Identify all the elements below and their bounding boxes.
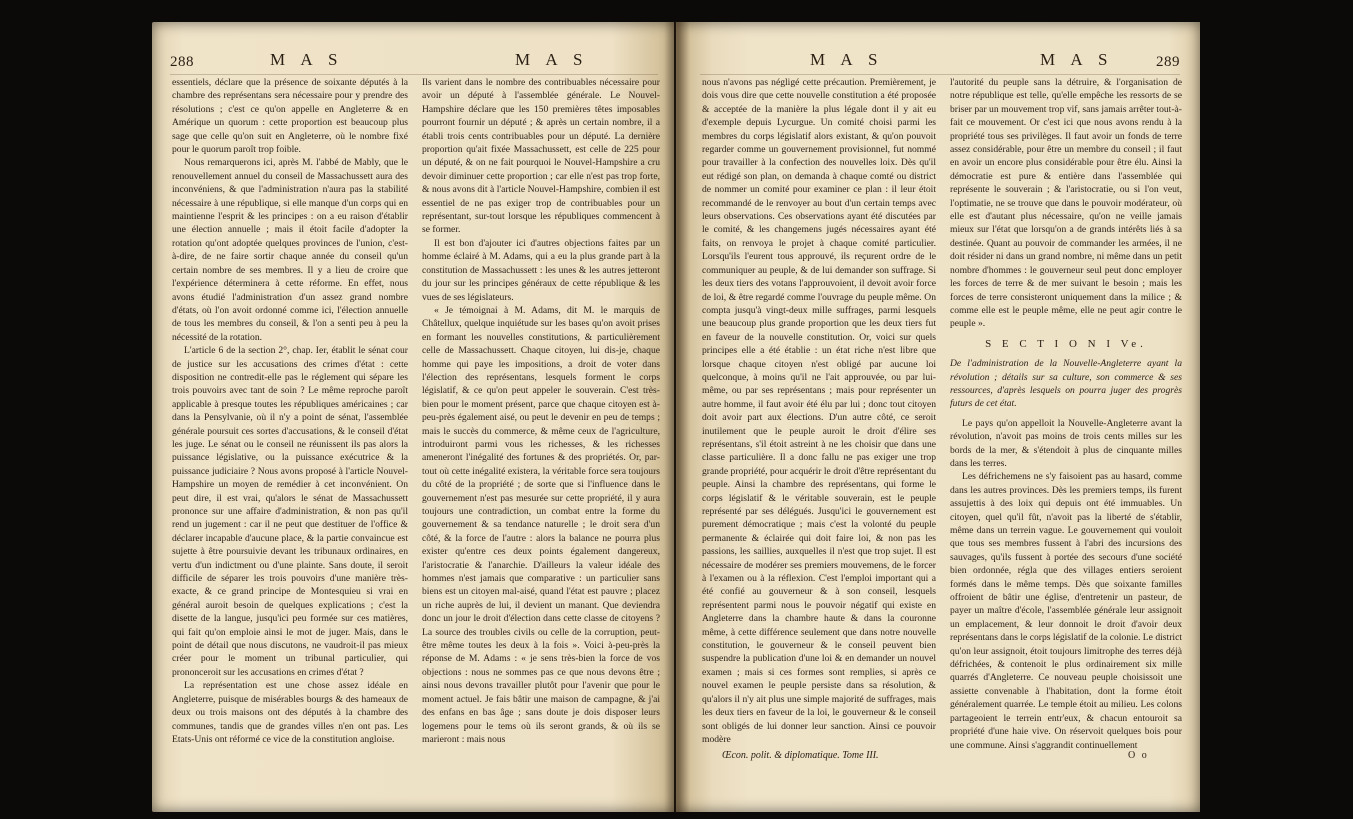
paragraph: Ils varient dans le nombre des contribuables nécessaire pour avoir un député à l'assemblée générale. Le Nouvel-Hampshire déclare que les 150 premières têtes imposables pourront fournir un député ; & après un certain nombre, il a établi trois cents contribuables pour un député. La dernière proportion qu'ait fixée Massachussett, est celle de 225 pour un député, & on ne fait pourquoi le Nouvel-Hampshire a cru devoir diminuer cette proportion ; car elle n'est pas trop forte, & nous avons dit à l'article Nouvel-Hampshire, combien il est essentiel de ne pas exiger trop de contribuables pour un représentant, sur-tout lorsque les républiques commencent à se former. xyxy=(422,77,660,236)
book-gutter xyxy=(664,22,690,812)
right-column-2 xyxy=(950,76,1182,751)
left-column-1 xyxy=(172,76,408,766)
right-running-head-2: M A S xyxy=(1040,50,1114,69)
paragraph: La représentation est une chose assez idéale en Angleterre, puisque de misérables bourgs & des hameaux de deux ou trois maisons ont des députés à la chambre des communes, tandis que de grandes villes n'en ont pas. Les Etats-Unis ont réformé ce vice de la constitution angloise. xyxy=(172,680,408,745)
left-header-rule xyxy=(170,74,658,75)
right-header-rule xyxy=(700,74,1180,75)
footer-title: Œcon. polit. & diplomatique. Tome III. xyxy=(722,750,879,761)
paragraph: Nous remarquerons ici, après M. l'abbé de Mably, que le renouvellement annuel du conseil de Massachussett aura des inconvéniens, & que l'administration n'aura pas la stabilité nécessaire à une république, si elle manque d'un corps qui en maintienne l'esprit & les principes : on a eu raison d'établir une élection annuelle ; mais il étoit facile d'adopter la rotation qu'ont adoptée quelques provinces de l'union, c'est-à-dire, de ne faire sortir chaque année du conseil qu'un certain nombre de ses membres. Il y a lieu de croire que l'expérience déterminera à cette réforme. En effet, nous avons étudié l'administration d'un assez grand nombre d'états, où l'on avoit ordonné comme ici, l'élection annuelle de tous les membres du conseil, & l'on a senti peu à peu la nécessité de la rotation. xyxy=(172,157,408,343)
left-page-number: 288 xyxy=(170,54,194,70)
section-description: De l'administration de la Nouvelle-Angleterre ayant la révolution ; détails sur sa culture, son commerce & ses ressources, d'après lesquels on pourra juger des progrès futurs de cet état. xyxy=(950,358,1182,410)
paragraph: « Je témoignai à M. Adams, dit M. le marquis de Châtellux, quelque inquiétude sur les bases qu'on avoit prises en formant les nouvelles constitutions, & particulièrement celle de Massachussett. Chaque citoyen, lui dis-je, chaque homme qui paye les impositions, a droit de voter dans l'élection des représentans, lesquels forment le corps législatif, & ce qu'on peut appeler le souverain. C'est très-bien pour le moment présent, parce que chaque citoyen est à-peu-près également aisé, ou peut le devenir en peu de temps ; mais le succès du commerce, & même ceux de l'agriculture, introduiront parmi vous les richesses, & les richesses ameneront l'inégalité des fortunes & des propriétés. Or, par-tout où cette inégalité existera, la véritable force sera toujours du côté de la propriété ; de sorte que si l'influence dans le gouvernement n'est pas mesurée sur cette propriété, il y aura toujours une contradiction, un combat entre la forme du gouvernement & sa tendance naturelle ; le droit sera d'un côté, & la force de l'autre : alors la balance ne pourra plus exister qu'entre ces deux points également dangereux, l'aristocratie & l'anarchie. D'ailleurs la valeur idéale des hommes n'est jamais que comparative : un particulier sans biens est un citoyen mal-aisé, quand l'état est pauvre ; placez un riche auprès de lui, il devient un manant. Que deviendra donc un jour le droit d'élection dans cette classe de citoyens ? La source des troubles civils ou celle de la corruption, peut-être même toutes les deux à la fois ». Voici à-peu-près la réponse de M. Adams : « je sens très-bien la force de vos objections : nous ne sommes pas ce que nous devons être ; ainsi nous devons travailler plutôt pour l'avenir que pour le moment actuel. Je fais bâtir une maison de campagne, & j'ai des enfans en bas âge ; sans doute je dois disposer leurs logemens pour le tems où ils seront grands, & où ils se marieront : mais nous xyxy=(422,304,660,745)
paragraph: essentiels, déclare que la présence de soixante députés à la chambre des représentans sera nécessaire pour y prendre des résolutions ; c'est ce qu'on appelle en Angleterre & en Amérique un quorum : cette proportion est beaucoup plus sage que celle qu'on suit en Angleterre, où le nombre fixé pour le quorum paroît trop foible. xyxy=(172,77,408,156)
signature-mark: O o xyxy=(1128,750,1149,761)
left-running-head-1: M A S xyxy=(270,50,344,69)
left-column-2 xyxy=(422,76,660,776)
paragraph: L'article 6 de la section 2°, chap. Ier, établit le sénat cour de justice sur les accusations des crimes d'état : cette disposition ne contredit-elle pas le réglement qui sépare les trois pouvoirs avec tant de soin ? Le même reproche paroît applicable à presque toutes les républiques américaines ; car dans la Pensylvanie, où il n'y a point de sénat, l'assemblée générale poursuit ces sortes d'accusations, & le conseil d'état les juge. Le sénat ou le conseil ne réunissent ils pas alors la puissance législative, ou la puissance exécutrice & la puissance judiciaire ? Nous avons proposé à l'article Nouvel-Hampshire un moyen de remédier à cet inconvénient. On peut dire, il est vrai, qu'alors le sénat de Massachussett prononce sur une affaire d'administration, & non pas qu'il rend un jugement : car il ne peut que destituer de l'office & déclarer incapable d'aucune place, & la partie convaincue est sujette à être poursuivie devant les tribunaux ordinaires, en vertu d'un indictment ou d'une plainte. Sans doute, il seroit difficile de séparer les trois pouvoirs d'une manière très-exacte, & ce grand principe de Montesquieu si vrai en général auroit besoin de quelques explications ; c'est la disette de la langue, jusqu'ici peu formée sur ces matières, qui fait qu'on emploie ainsi le mot de juger. Mais, dans le point de détail que nous discutons, ne vaudroit-il pas mieux créer pour le moment un tribunal particulier, qui prononceroit sur les accusations en crimes d'état ? xyxy=(172,345,408,678)
left-running-head-2: M A S xyxy=(515,50,589,69)
left-page-header xyxy=(170,46,660,76)
paragraph: Il est bon d'ajouter ici d'autres objections faites par un homme éclairé à M. Adams, qui a eu la plus grande part à la constitution de Massachussett : les unes & les autres jetteront du jour sur les principes généraux de cette république & les vues de ses législateurs. xyxy=(422,237,660,303)
right-page-header xyxy=(700,46,1180,76)
paragraph: l'autorité du peuple sans la détruire, & l'organisation de notre république est telle, qu'elle empêche les ressorts de se briser par un mouvement trop vif, sans jamais arrêter tout-à-fait ce mouvement. Or c'est ici que nous avons rendu à la propriété tous ses privilèges. Il faut avoir un fonds de terre assez considérable, pour être un membre du conseil ; il faut en avoir un encore plus considérable pour être élu. Ainsi la démocratie est pure & entière dans l'assemblée qui représente le souverain ; & l'aristocratie, ou si l'on veut, l'optimatie, ne se trouve que dans le pouvoir modérateur, où elle est d'autant plus nécessaire, qu'on ne veille jamais mieux sur l'état que lorsqu'on a de grands intérêts liés à sa destinée. Quant au pouvoir de commander les armées, il ne doit résider ni dans un grand nombre, ni même dans un petit nombre d'hommes : le gouverneur seul peut donc employer les forces de terre & de mer suivant le besoin ; mais les forces de terre consisteront uniquement dans la milice ; & comme elle est le peuple même, elle ne peut agir contre le peuple ». xyxy=(950,77,1182,330)
right-page-number: 289 xyxy=(1156,54,1180,70)
section-title: S E C T I O N I Ve. xyxy=(985,337,1147,350)
paragraph: nous n'avons pas négligé cette précaution. Premièrement, je dois vous dire que cette nouvelle constitution a été proposée & acceptée de la manière la plus légale dont il y ait eu d'exemple depuis Lycurgue. Un comité choisi parmi les membres du corps législatif alors existant, & qu'on pouvoit regarder comme un gouvernement provisionnel, fut nommé pour travailler à la confection des nouvelles loix. Dès qu'il eut rédigé son plan, on demanda à chaque comté ou district de nommer un comité pour examiner ce plan : il leur étoit recommandé de le renvoyer au bout d'un certain temps avec leurs observations. Ces observations ayant été discutées par le comité, & les changemens jugés nécessaires ayant été faits, on renvoya le projet à chaque comité particulier. Lorsqu'ils l'eurent tous approuvé, ils reçurent ordre de le communiquer au peuple, & de lui demander son suffrage. Si les deux tiers des votans l'approuvoient, il devoit avoir force de loi, & être regardé comme l'ouvrage du peuple même. On compta jusqu'à vingt-deux mille suffrages, parmi lesquels une beaucoup plus grande proportion que les deux tiers fut en faveur de la nouvelle constitution. Or, voici sur quels principes elle a été établie : un état riche n'est libre que lorsque chaque citoyen n'est obligé par aucune loi quelconque, à moins qu'il ne l'ait approuvée, ou par lui-même, ou par ses représentans ; mais pour représenter un autre homme, il faut avoir été élu par lui ; donc tout citoyen doit avoir part aux élections. D'un autre côté, ce seroit inutilement que le peuple auroit le droit d'élire ses représentans, s'il étoit astreint à ne les choisir que dans une classe particulière. Il a donc fallu ne pas exiger une trop grande propriété, pour acquérir le droit d'être représentant du peuple. Ainsi la chambre des représentans, qui forme le corps législatif & le véritable souverain, est le peuple représenté par ses délégués. Jusqu'ici le gouvernement est purement démocratique ; mais c'est la volonté du peuple permanente & éclairée qui doit faire loi, & non pas les passions, les saillies, auxquelles il n'est que trop sujet. Il est nécessaire de modérer ses premiers mouvemens, de le forcer à l'examen ou à la réflexion. C'est l'emploi important qui a été confié au gouverneur & à son conseil, lesquels représentent parmi nous le pouvoir négatif qui existe en Angleterre dans la chambre haute & dans la couronne même, à cette différence seulement que dans notre nouvelle constitution, le gouverneur & le conseil peuvent bien suspendre la publication d'une loi & en demander un nouvel examen ; mais si ces formes sont remplies, si après ce nouvel examen le peuple persiste dans sa résolution, & qu'alors il n'y ait plus une simple majorité de suffrages, mais les deux tiers en faveur de la loi, le gouverneur & le conseil sont obligés de lui donner leur sanction. Ainsi ce pouvoir modère xyxy=(702,77,936,745)
right-running-head-1: M A S xyxy=(810,50,884,69)
paragraph: Les défrichemens ne s'y faisoient pas au hasard, comme dans les autres provinces. Dès les premiers temps, ils furent assujettis à des loix qui depuis ont été immuables. Un citoyen, quel qu'il fût, n'avoit pas la liberté de s'établir, même dans un terrein vague. Le gouvernement qui vouloit que tous ses membres fussent à l'abri des incursions des sauvages, qu'ils fussent à portée des secours d'une société bien ordonnée, régla que des villages entiers seroient formés dans le même temps. Dès que soixante familles offroient de bâtir une église, d'entretenir un pasteur, de payer un maître d'école, l'assemblée générale leur assignoit un emplacement, & leur donnoit le droit d'avoir deux représentans dans le corps législatif de la colonie. Le district qu'on leur assignoit, étoit toujours limitrophe des terres déjà défrichées, & contenoit le plus ordinairement six mille quarrés d'Angleterre. Ce nouveau peuple choisissoit une assiette convenable à l'habitation, dont la forme étoit généralement quarrée. Le temple étoit au milieu. Les colons partageoient le terrein entr'eux, & chacun entouroit sa propriété d'une haie vive. On réservoit quelques bois pour une commune. Ainsi s'aggrandit continuellement xyxy=(950,471,1182,751)
paragraph: Le pays qu'on appelloit la Nouvelle-Angleterre avant la révolution, n'avoit pas moins de trois cents milles sur les bords de la mer, & s'étendoit à plus de cinquante milles dans les terres. xyxy=(950,417,1182,469)
right-column-1 xyxy=(702,76,936,745)
